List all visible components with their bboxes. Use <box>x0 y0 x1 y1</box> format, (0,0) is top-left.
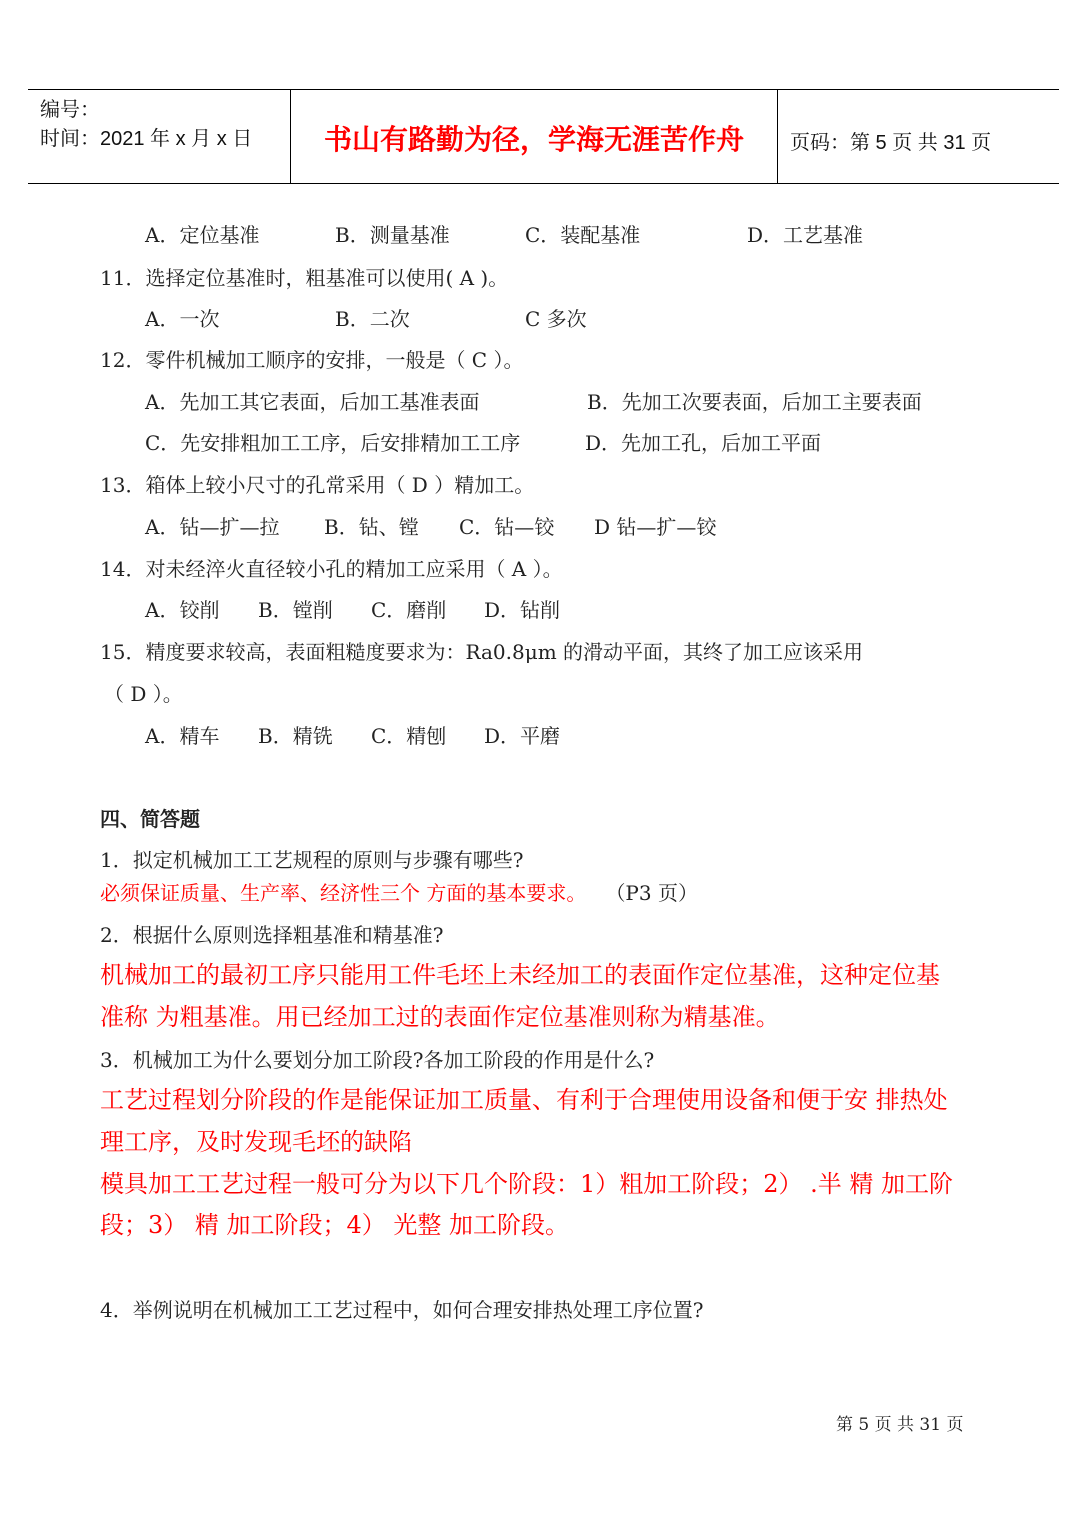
question-15: 15．精度要求较高，表面粗糙度要求为：Ra0.8μm 的滑动平面，其终了加工应该采用 <box>100 640 864 664</box>
time-label: 时间：2021 年 x 月 x 日 <box>40 128 253 150</box>
question-15-answer: （ D ）。 <box>104 682 183 706</box>
option: B．先加工次要表面，后加工主要表面 <box>587 390 922 414</box>
option: B．钻、镗 <box>324 515 419 539</box>
question-14: 14．对未经淬火直径较小孔的精加工应采用（ A ）。 <box>100 557 563 581</box>
short-question-1: 1．拟定机械加工工艺规程的原则与步骤有哪些? <box>100 848 524 872</box>
option: A．先加工其它表面，后加工基准表面 <box>145 390 480 414</box>
section-title: 四、简答题 <box>100 807 200 831</box>
option: A．精车 <box>145 724 220 748</box>
answer-1 <box>100 881 698 905</box>
motto: 书山有路勤为径，学海无涯苦作舟 <box>323 123 744 156</box>
answer-text: 必须保证质量、生产率、经济性三个 方面的基本要求。 <box>100 881 587 905</box>
option: C．精刨 <box>371 724 447 748</box>
option: A．一次 <box>145 307 220 331</box>
option: A．定位基准 <box>145 223 260 247</box>
answer-line: 理工序，及时发现毛坯的缺陷 <box>100 1128 412 1156</box>
option: C．钻—铰 <box>459 515 555 539</box>
short-question-3: 3．机械加工为什么要划分加工阶段?各加工阶段的作用是什么? <box>100 1048 655 1072</box>
option: D．钻削 <box>484 598 561 622</box>
option: B．精铣 <box>258 724 333 748</box>
page-label: 页码：第 5 页 共 31 页 <box>790 132 992 154</box>
option: B．镗削 <box>258 598 333 622</box>
answer-line: 准称 为粗基准。用已经加工过的表面作定位基准则称为精基准。 <box>100 1003 780 1031</box>
answer-line: 模具加工工艺过程一般可分为以下几个阶段：1）粗加工阶段；2） .半 精 加工阶 <box>100 1170 954 1198</box>
short-question-4: 4．举例说明在机械加工工艺过程中，如何合理安排热处理工序位置? <box>100 1298 704 1322</box>
option: C．装配基准 <box>525 223 641 247</box>
question-11: 11．选择定位基准时，粗基准可以使用( A )。 <box>100 266 509 290</box>
page-reference: （P3 页） <box>605 881 698 905</box>
option: D．先加工孔，后加工平面 <box>585 431 822 455</box>
option: A．钻—扩—拉 <box>145 515 280 539</box>
option: C．先安排粗加工工序，后安排精加工工序 <box>145 431 521 455</box>
short-question-2: 2．根据什么原则选择粗基准和精基准? <box>100 923 444 947</box>
answer-line: 机械加工的最初工序只能用工件毛坯上未经加工的表面作定位基准，这种定位基 <box>100 961 940 989</box>
answer-line: 段；3） 精 加工阶段；4） 光整 加工阶段。 <box>100 1211 570 1239</box>
page-footer: 第 5 页 共 31 页 <box>836 1415 964 1435</box>
answer-line: 工艺过程划分阶段的作是能保证加工质量、有利于合理使用设备和便于安 排热处 <box>100 1086 948 1114</box>
option: D．平磨 <box>484 724 561 748</box>
option: D．工艺基准 <box>747 223 864 247</box>
option: C．磨削 <box>371 598 447 622</box>
option: B．测量基准 <box>335 223 450 247</box>
option: B．二次 <box>335 307 410 331</box>
page-header <box>28 89 1059 184</box>
option: D 钻—扩—铰 <box>594 515 717 539</box>
question-13: 13．箱体上较小尺寸的孔常采用（ D ）精加工。 <box>100 473 535 497</box>
option: A．铰削 <box>145 598 220 622</box>
code-label: 编号： <box>40 99 100 121</box>
question-12: 12．零件机械加工顺序的安排，一般是（ C ）。 <box>100 348 524 372</box>
option: C 多次 <box>525 307 587 331</box>
